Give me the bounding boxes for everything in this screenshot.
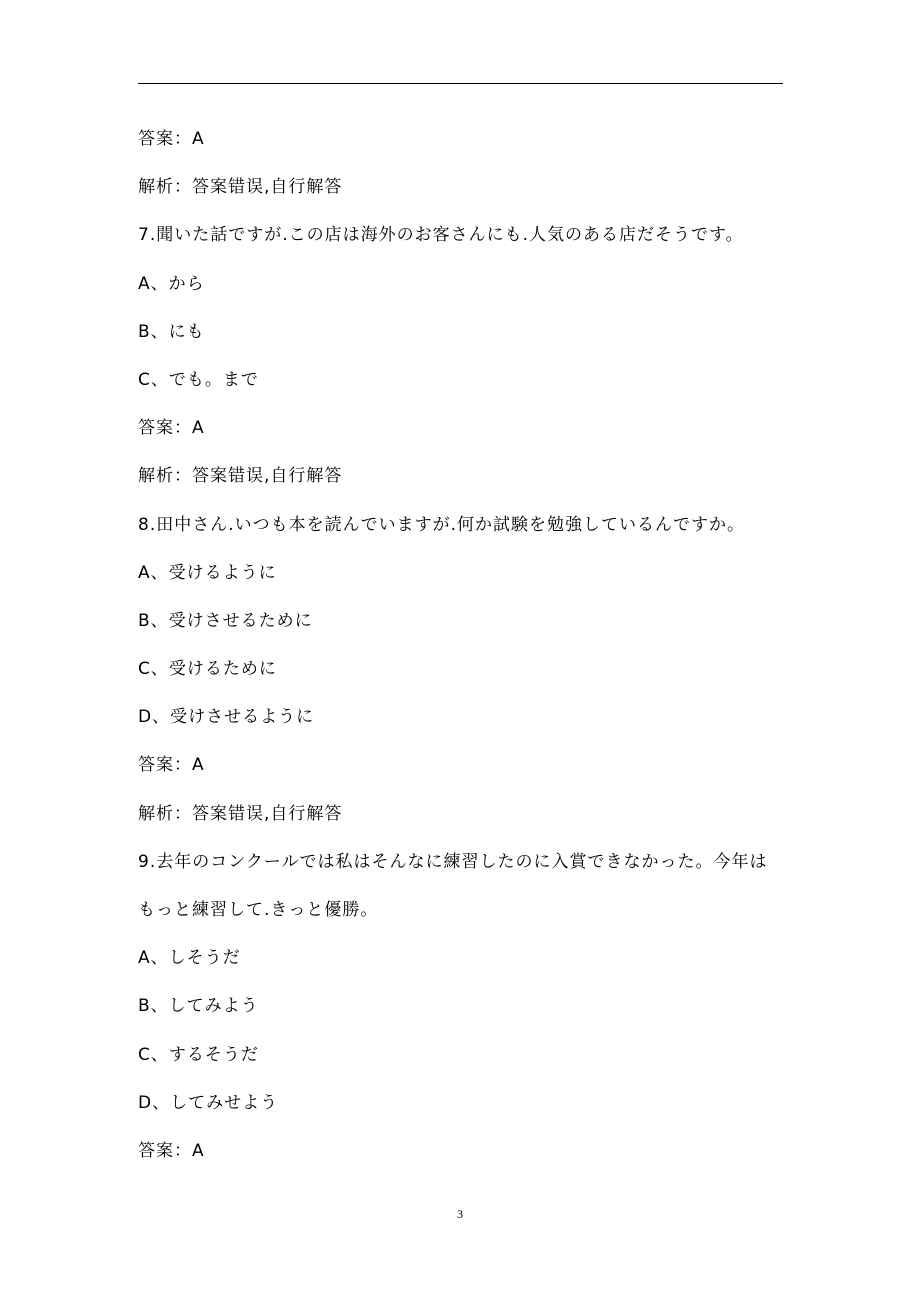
question-8-option-b: B、受けさせるために — [138, 610, 313, 631]
question-7-option-c: C、でも。まで — [138, 369, 259, 390]
question-9-option-d: D、してみせよう — [138, 1092, 279, 1113]
question-8: 8.田中さん.いつも本を読んでいますが.何か試験を勉強しているんですか。 — [138, 514, 746, 535]
question-8-explanation: 解析：答案错误,自行解答 — [138, 803, 343, 824]
question-8-option-d: D、受けさせるように — [138, 707, 315, 728]
explanation-line: 解析：答案错误,自行解答 — [138, 177, 343, 198]
question-7: 7.聞いた話ですが.この店は海外のお客さんにも.人気のある店だそうです。 — [138, 225, 744, 246]
question-9-line-1: 9.去年のコンクールでは私はそんなに練習したのに入賞できなかった。今年は — [138, 851, 768, 872]
header-rule — [138, 83, 783, 84]
question-8-option-c: C、受けるために — [138, 659, 277, 680]
question-9-option-b: B、してみよう — [138, 996, 259, 1017]
page-number: 3 — [457, 1207, 463, 1221]
question-8-answer: 答案：A — [138, 755, 205, 776]
question-8-option-a: A、受けるように — [138, 562, 277, 583]
question-9-option-a: A、しそうだ — [138, 948, 241, 969]
question-7-answer: 答案：A — [138, 418, 205, 439]
question-9-option-c: C、するそうだ — [138, 1044, 259, 1065]
question-7-option-a: A、から — [138, 273, 205, 294]
question-7-explanation: 解析：答案错误,自行解答 — [138, 466, 343, 487]
question-9-line-2: もっと練習して.きっと優勝。 — [138, 900, 379, 920]
question-7-option-b: B、にも — [138, 321, 205, 342]
answer-line: 答案：A — [138, 129, 205, 149]
document-body — [138, 115, 788, 1175]
question-9-answer: 答案：A — [138, 1140, 205, 1161]
